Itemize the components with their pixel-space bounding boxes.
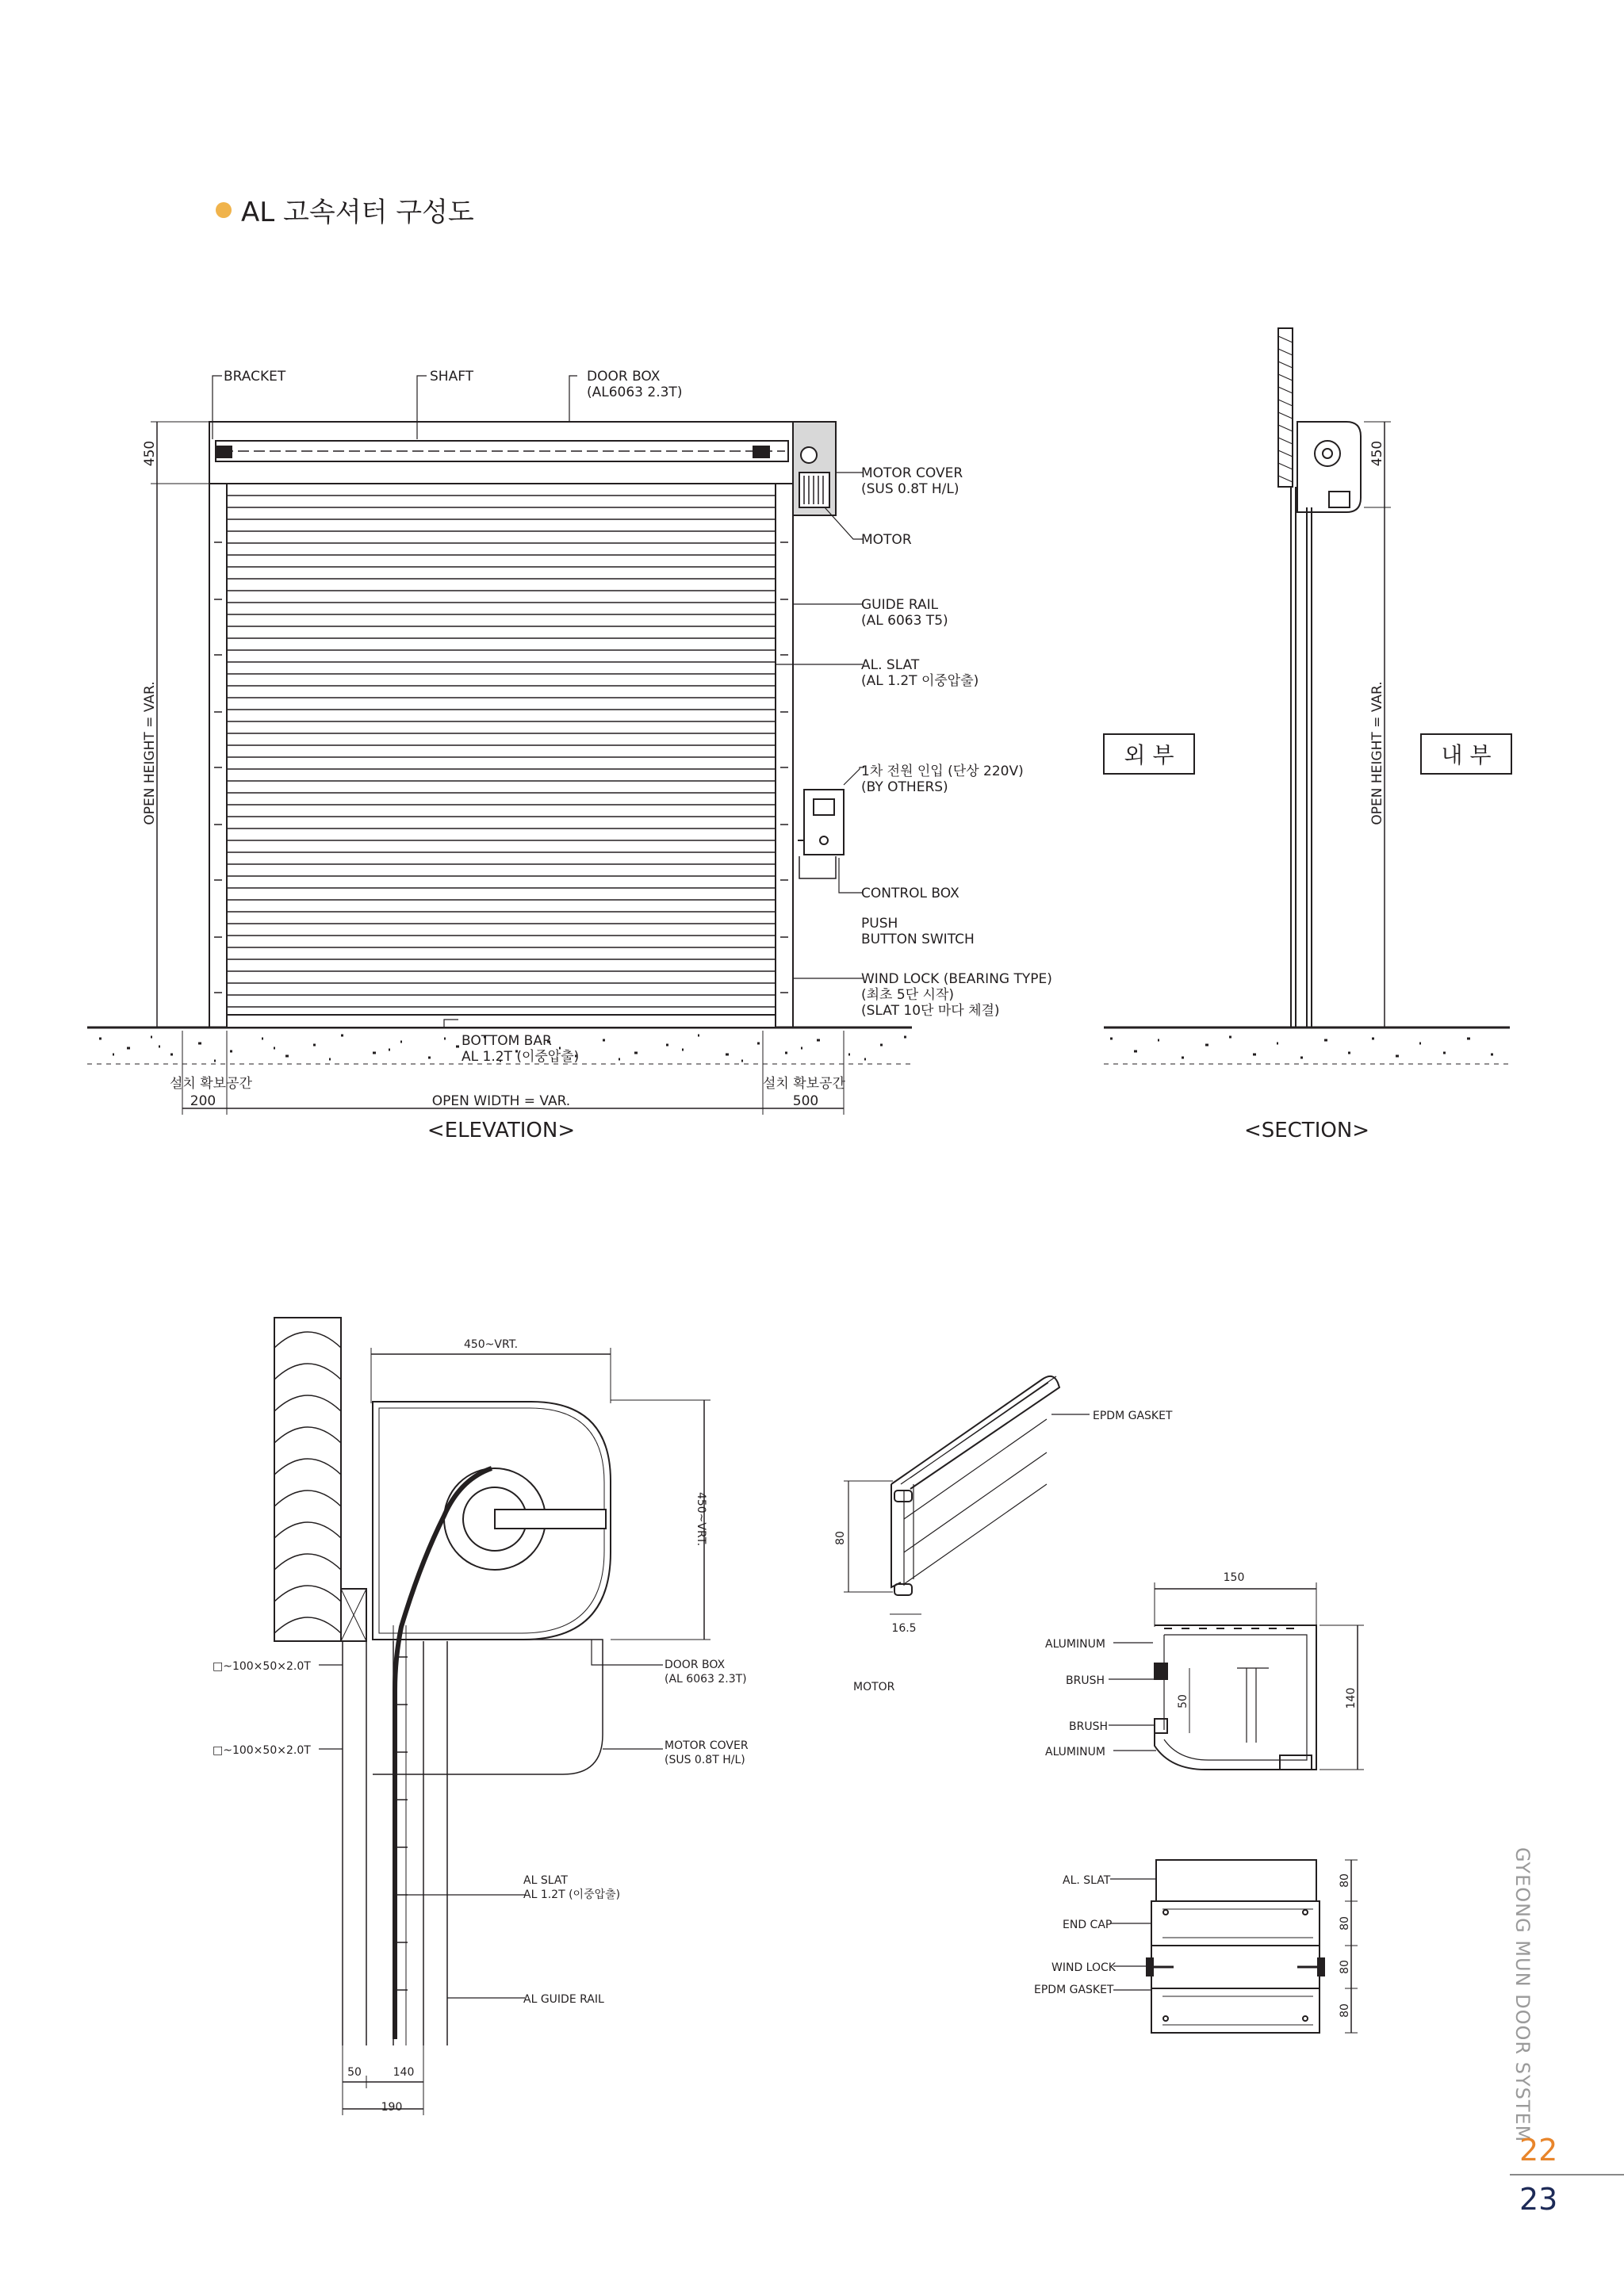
label-aluminum-top: ALUMINUM — [1045, 1638, 1105, 1651]
label-detail-motor-cover-spec: (SUS 0.8T H/L) — [665, 1754, 745, 1766]
page-title-text: AL 고속셔터 구성도 — [241, 197, 474, 228]
label-control-box: CONTROL BOX — [861, 886, 959, 901]
label-detail-guide-rail: AL GUIDE RAIL — [523, 1993, 604, 2006]
label-power: 1차 전원 인입 (단상 220V) — [861, 763, 1024, 779]
label-push: PUSH — [861, 916, 898, 932]
label-stack-epdm: EPDM GASKET — [1034, 1984, 1114, 1996]
label-stack-end-cap: END CAP — [1063, 1919, 1113, 1931]
label-pipe-2: □~100×50×2.0T — [213, 1744, 311, 1757]
curled-slat — [395, 1468, 492, 2039]
dim-detail-50: 50 — [347, 2066, 362, 2079]
label-motor: MOTOR — [861, 532, 912, 548]
label-slat-spec: (AL 1.2T 이중압출) — [861, 673, 979, 689]
dim-450: 450 — [142, 440, 158, 467]
slat-profile-view — [844, 1376, 1090, 1614]
label-wind-lock-start: (최초 5단 시작) — [861, 987, 954, 1003]
label-slat: AL. SLAT — [861, 657, 920, 673]
dim-detail-top: 450~VRT. — [463, 1338, 519, 1351]
dim-stack-1: 80 — [1339, 1873, 1351, 1888]
label-brush-bottom: BRUSH — [1069, 1720, 1108, 1733]
label-bracket: BRACKET — [224, 369, 286, 385]
label-epdm-gasket: EPDM GASKET — [1093, 1410, 1173, 1422]
dim-detail-190: 190 — [381, 2101, 403, 2114]
elevation-view — [87, 376, 912, 1115]
slat-stack-view — [1110, 1860, 1358, 2033]
label-detail-slat-spec: AL 1.2T (이중압출) — [523, 1888, 621, 1901]
page-divider — [1510, 2174, 1624, 2175]
slat-lines — [227, 496, 776, 1007]
label-guide-rail: GUIDE RAIL — [861, 597, 939, 613]
dim-section-450: 450 — [1369, 440, 1385, 467]
dim-slat-16-5: 16.5 — [891, 1622, 917, 1635]
section-view — [1104, 328, 1511, 1064]
rail-section-view — [1109, 1582, 1364, 1770]
dim-rail-150: 150 — [1223, 1571, 1245, 1584]
page-number-left: 22 — [1519, 2133, 1558, 2168]
label-detail-door-box-spec: (AL 6063 2.3T) — [665, 1673, 747, 1686]
detail-view — [274, 1318, 710, 2115]
page-number-right: 23 — [1519, 2182, 1558, 2217]
label-open-height: OPEN HEIGHT = VAR. — [142, 681, 158, 825]
label-door-box-spec: (AL6063 2.3T) — [587, 385, 683, 400]
label-detail-motor-cover: MOTOR COVER — [665, 1739, 749, 1752]
label-shaft: SHAFT — [430, 369, 474, 385]
label-bottom-bar-spec: AL 1.2T (이중압출) — [462, 1049, 580, 1065]
dim-200: 200 — [190, 1093, 216, 1109]
brand-vertical-text: GYEONG MUN DOOR SYSTEM — [1511, 1847, 1534, 2143]
label-power-note: (BY OTHERS) — [861, 779, 948, 795]
label-open-width: OPEN WIDTH = VAR. — [431, 1093, 571, 1109]
label-detail-slat: AL SLAT — [523, 1874, 568, 1887]
label-wind-lock: WIND LOCK (BEARING TYPE) — [861, 971, 1052, 987]
dim-rail-140: 140 — [1345, 1687, 1358, 1709]
label-motor-cover-spec: (SUS 0.8T H/L) — [861, 481, 959, 497]
label-guide-rail-spec: (AL 6063 T5) — [861, 613, 948, 629]
dim-stack-2: 80 — [1339, 1916, 1351, 1931]
dim-stack-4: 80 — [1339, 2003, 1351, 2018]
dim-detail-140: 140 — [393, 2066, 415, 2079]
label-bottom-bar: BOTTOM BAR — [462, 1033, 552, 1049]
label-inside: 내 부 — [1441, 742, 1492, 768]
label-stack-wind-lock: WIND LOCK — [1051, 1961, 1116, 1974]
label-install-space-right: 설치 확보공간 — [763, 1076, 845, 1092]
dim-detail-right: 450~VRT. — [695, 1491, 707, 1547]
caption-elevation: <ELEVATION> — [427, 1119, 576, 1142]
label-brush-top: BRUSH — [1066, 1674, 1105, 1687]
caption-section: <SECTION> — [1243, 1119, 1370, 1142]
label-aluminum-bottom: ALUMINUM — [1045, 1746, 1105, 1758]
label-section-open-height: OPEN HEIGHT = VAR. — [1369, 681, 1385, 825]
dim-500: 500 — [792, 1093, 819, 1109]
label-pipe-1: □~100×50×2.0T — [213, 1660, 311, 1673]
wind-lock-markers — [214, 542, 788, 993]
label-wind-lock-interval: (SLAT 10단 마다 체결) — [861, 1003, 1000, 1019]
label-install-space-left: 설치 확보공간 — [170, 1076, 252, 1092]
label-stack-al-slat: AL. SLAT — [1063, 1874, 1111, 1887]
label-outside: 외 부 — [1124, 742, 1174, 768]
label-detail-door-box: DOOR BOX — [665, 1659, 726, 1671]
label-motor-cover: MOTOR COVER — [861, 465, 963, 481]
label-push-switch: BUTTON SWITCH — [861, 932, 975, 947]
label-door-box: DOOR BOX — [587, 369, 661, 385]
dim-rail-50: 50 — [1177, 1694, 1189, 1709]
dim-slat-80: 80 — [834, 1531, 847, 1545]
label-detail-motor: MOTOR — [853, 1681, 895, 1693]
dim-stack-3: 80 — [1339, 1960, 1351, 1974]
